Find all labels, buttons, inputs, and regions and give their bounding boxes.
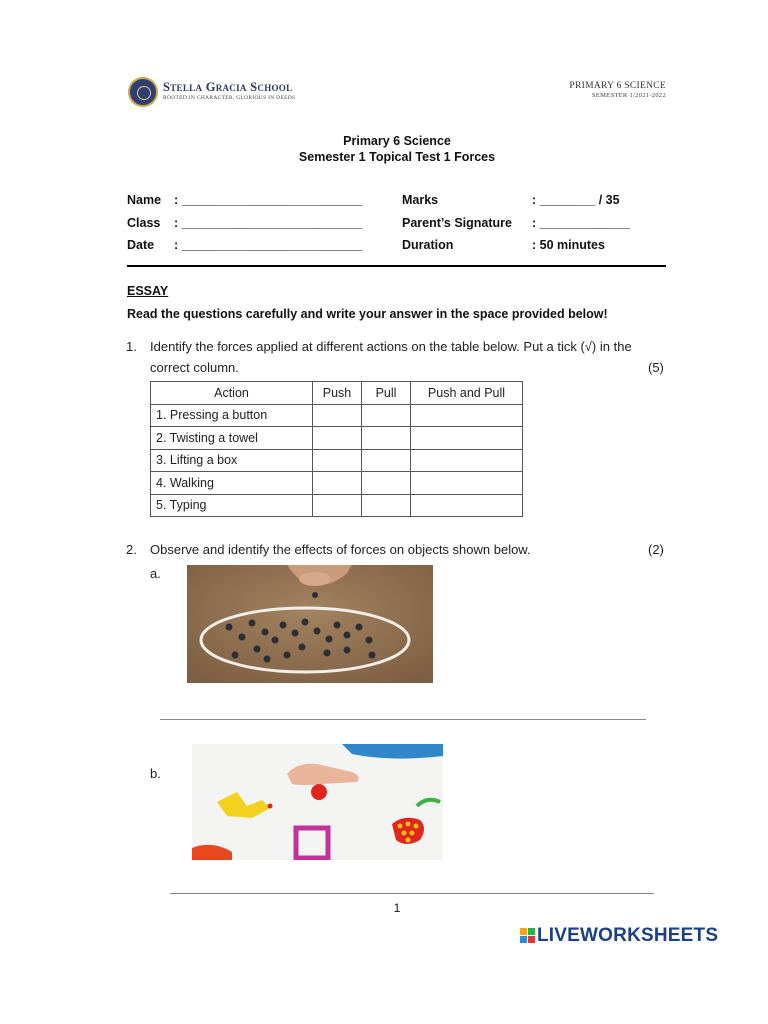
playdough-photo: [192, 744, 443, 860]
tick-cell[interactable]: [313, 427, 362, 450]
duration-value: : 50 minutes: [532, 238, 605, 252]
q2-marks: (2): [648, 542, 664, 557]
test-title: Primary 6 Science: [343, 134, 451, 148]
action-cell: 2. Twisting a towel: [151, 427, 313, 450]
table-row: [151, 404, 523, 427]
signature-field[interactable]: : _____________: [532, 216, 631, 230]
q1-number: 1.: [126, 339, 137, 354]
header-action: Action: [151, 382, 313, 405]
action-cell: 3. Lifting a box: [151, 449, 313, 472]
tick-cell[interactable]: [362, 404, 411, 427]
section-heading: ESSAY: [127, 284, 169, 298]
header-pull: Pull: [362, 382, 411, 405]
action-cell: 5. Typing: [151, 494, 313, 517]
class-label: Class: [127, 216, 161, 230]
header-divider: [127, 265, 666, 267]
action-cell: 1. Pressing a button: [151, 404, 313, 427]
tick-cell[interactable]: [313, 494, 362, 517]
test-subtitle: Semester 1 Topical Test 1 Forces: [298, 150, 496, 164]
duration-label: Duration: [402, 238, 454, 252]
marbles-illustration: [187, 565, 433, 683]
tick-cell[interactable]: [313, 449, 362, 472]
name-field[interactable]: : __________________________: [174, 193, 363, 207]
tick-cell[interactable]: [362, 472, 411, 495]
liveworksheets-brand[interactable]: LIVEWORKSHEETS: [537, 925, 719, 946]
school-name: Stella Gracia School: [163, 80, 293, 94]
tick-cell[interactable]: [362, 494, 411, 517]
q2-part-b-label: b.: [150, 766, 161, 781]
liveworksheets-logo-icon: [520, 928, 535, 943]
tick-cell[interactable]: [411, 404, 523, 427]
table-row: [151, 472, 523, 495]
tick-cell[interactable]: [362, 449, 411, 472]
answer-line-b[interactable]: [170, 893, 654, 894]
q2-text: Observe and identify the effects of forces on objects shown below.: [150, 542, 531, 557]
table-row: [151, 494, 523, 517]
tick-cell[interactable]: [411, 427, 523, 450]
table-row: [151, 427, 523, 450]
q1-marks: (5): [648, 360, 664, 375]
tick-cell[interactable]: [362, 427, 411, 450]
class-field[interactable]: : __________________________: [174, 216, 363, 230]
signature-label: Parent’s Signature: [402, 216, 512, 230]
semester-header: SEMESTER 1/2021-2022: [591, 92, 666, 99]
answer-line-a[interactable]: [160, 719, 646, 720]
table-header-row: [151, 382, 523, 405]
q2-part-a-label: a.: [150, 566, 161, 581]
tick-cell[interactable]: [411, 472, 523, 495]
name-label: Name: [127, 193, 162, 207]
marks-field[interactable]: : ________ / 35: [532, 193, 620, 207]
date-label: Date: [127, 238, 155, 252]
instructions: Read the questions carefully and write your answer in the space provided below!: [127, 307, 608, 321]
action-cell: 4. Walking: [151, 472, 313, 495]
table-row: [151, 449, 523, 472]
school-logo: [128, 77, 158, 107]
header-push-and-pull: Push and Pull: [411, 382, 523, 405]
subject-header: PRIMARY 6 SCIENCE: [569, 81, 666, 91]
q2-number: 2.: [126, 542, 137, 557]
tick-cell[interactable]: [411, 449, 523, 472]
school-motto: ROOTED IN CHARACTER, GLORIOUS IN DEEDS: [163, 95, 296, 101]
forces-table: [150, 381, 523, 517]
marks-label: Marks: [402, 193, 439, 207]
page-number: 1: [393, 901, 401, 915]
playdough-illustration: [192, 744, 443, 860]
q1-text-line1: Identify the forces applied at different actions on the table below. Put a tick (√) in the: [150, 339, 632, 354]
tick-cell[interactable]: [313, 404, 362, 427]
tick-cell[interactable]: [313, 472, 362, 495]
marbles-photo: [187, 565, 433, 683]
date-field[interactable]: : __________________________: [174, 238, 363, 252]
q1-text-line2: correct column.: [150, 360, 239, 375]
tick-cell[interactable]: [411, 494, 523, 517]
header-push: Push: [313, 382, 362, 405]
